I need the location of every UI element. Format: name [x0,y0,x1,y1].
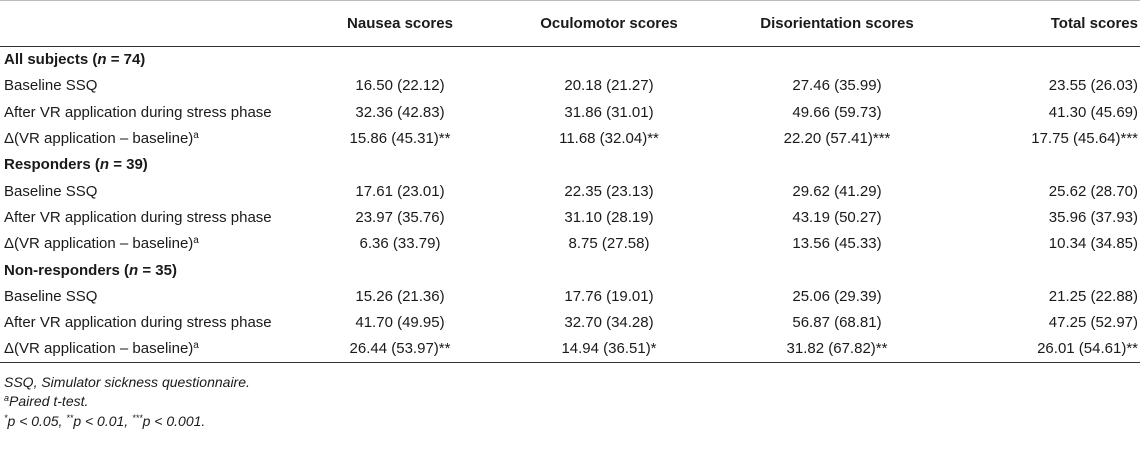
cell-nausea: 15.26 (21.36) [355,287,445,305]
cell-nausea: 26.44 (53.97)** [296,336,504,362]
cell-disorientation: 43.19 (50.27) [792,208,882,226]
cell-nausea: 23.97 (35.76) [355,208,445,226]
cell-disorientation: 56.87 (68.81) [792,314,882,332]
table-row [0,309,1140,335]
footnote-significance: *p < 0.05, **p < 0.01, ***p < 0.001. [4,412,206,429]
cell-total: 23.55 (26.03) [1048,77,1138,95]
footnote-paired-test: $^a$Paired t-test. [4,393,89,410]
table-row [0,336,1140,362]
row-label: Δ(VR application – baseline)$^a$ [4,235,199,253]
table-row [0,283,1140,309]
section-row-responders [0,152,1140,178]
cell-oculomotor: 20.18 (21.27) [564,77,654,95]
table-footnotes [0,373,1146,432]
cell-oculomotor: 14.94 (36.51)* [504,336,714,362]
cell-oculomotor: 8.75 (27.58) [568,235,650,253]
section-label: Responders (n = 39) [4,156,148,174]
row-label: Baseline SSQ [4,182,98,200]
cell-disorientation: 49.66 (59.73) [792,103,882,121]
cell-nausea: 16.50 (22.12) [355,77,445,95]
cell-disorientation: 25.06 (29.39) [792,287,882,305]
table-row [0,178,1140,204]
cell-oculomotor: 17.76 (19.01) [564,287,654,305]
row-label: Δ(VR application – baseline)$^a$ [4,130,199,148]
cell-total: 17.75 (45.64)*** [1031,130,1138,148]
table-row [0,204,1140,230]
cell-oculomotor: 32.70 (34.28) [564,314,654,332]
cell-total: 25.62 (28.70) [1048,182,1138,200]
header-nausea: Nausea scores [296,1,504,47]
row-label: Baseline SSQ [4,77,98,95]
cell-total: 26.01 (54.61)** [960,336,1140,362]
section-label: All subjects (n = 74) [4,51,146,69]
cell-oculomotor: 22.35 (23.13) [564,182,654,200]
cell-nausea: 15.86 (45.31)** [349,130,451,148]
cell-oculomotor: 11.68 (32.04)** [559,130,659,148]
cell-nausea: 41.70 (49.95) [355,314,445,332]
cell-disorientation: 29.62 (41.29) [792,182,882,200]
row-label: After VR application during stress phase [4,103,272,121]
cell-disorientation: 27.46 (35.99) [792,77,882,95]
cell-oculomotor: 31.10 (28.19) [564,208,654,226]
cell-total: 21.25 (22.88) [1048,287,1138,305]
cell-total: 47.25 (52.97) [1048,314,1138,332]
header-oculomotor: Oculomotor scores [504,1,714,47]
table-row [0,73,1140,99]
cell-total: 35.96 (37.93) [1048,208,1138,226]
row-label: Baseline SSQ [4,287,98,305]
table-row [0,125,1140,151]
cell-total: 41.30 (45.69) [1048,103,1138,121]
row-label: After VR application during stress phase [4,208,272,226]
cell-total: 10.34 (34.85) [1048,235,1138,253]
header-total: Total scores [960,1,1140,47]
cell-oculomotor: 31.86 (31.01) [564,103,654,121]
cell-disorientation: 31.82 (67.82)** [714,336,960,362]
row-label: Δ(VR application – baseline)$^a$ [0,336,296,362]
cell-nausea: 32.36 (42.83) [355,103,445,121]
cell-nausea: 6.36 (33.79) [359,235,441,253]
section-row-non-responders [0,257,1140,283]
header-cell-blank [0,1,296,47]
cell-nausea: 17.61 (23.01) [355,182,445,200]
header-disorientation: Disorientation scores [714,1,960,47]
row-label: After VR application during stress phase [4,314,272,332]
section-label: Non-responders (n = 35) [4,261,177,279]
cell-disorientation: 22.20 (57.41)*** [783,130,891,148]
section-row-all-subjects [0,47,1140,73]
footnote-abbreviation: SSQ, Simulator sickness questionnaire. [4,373,250,390]
cell-disorientation: 13.56 (45.33) [792,235,882,253]
header-row [0,1,1140,47]
table-row [0,231,1140,257]
table-row [0,99,1140,125]
